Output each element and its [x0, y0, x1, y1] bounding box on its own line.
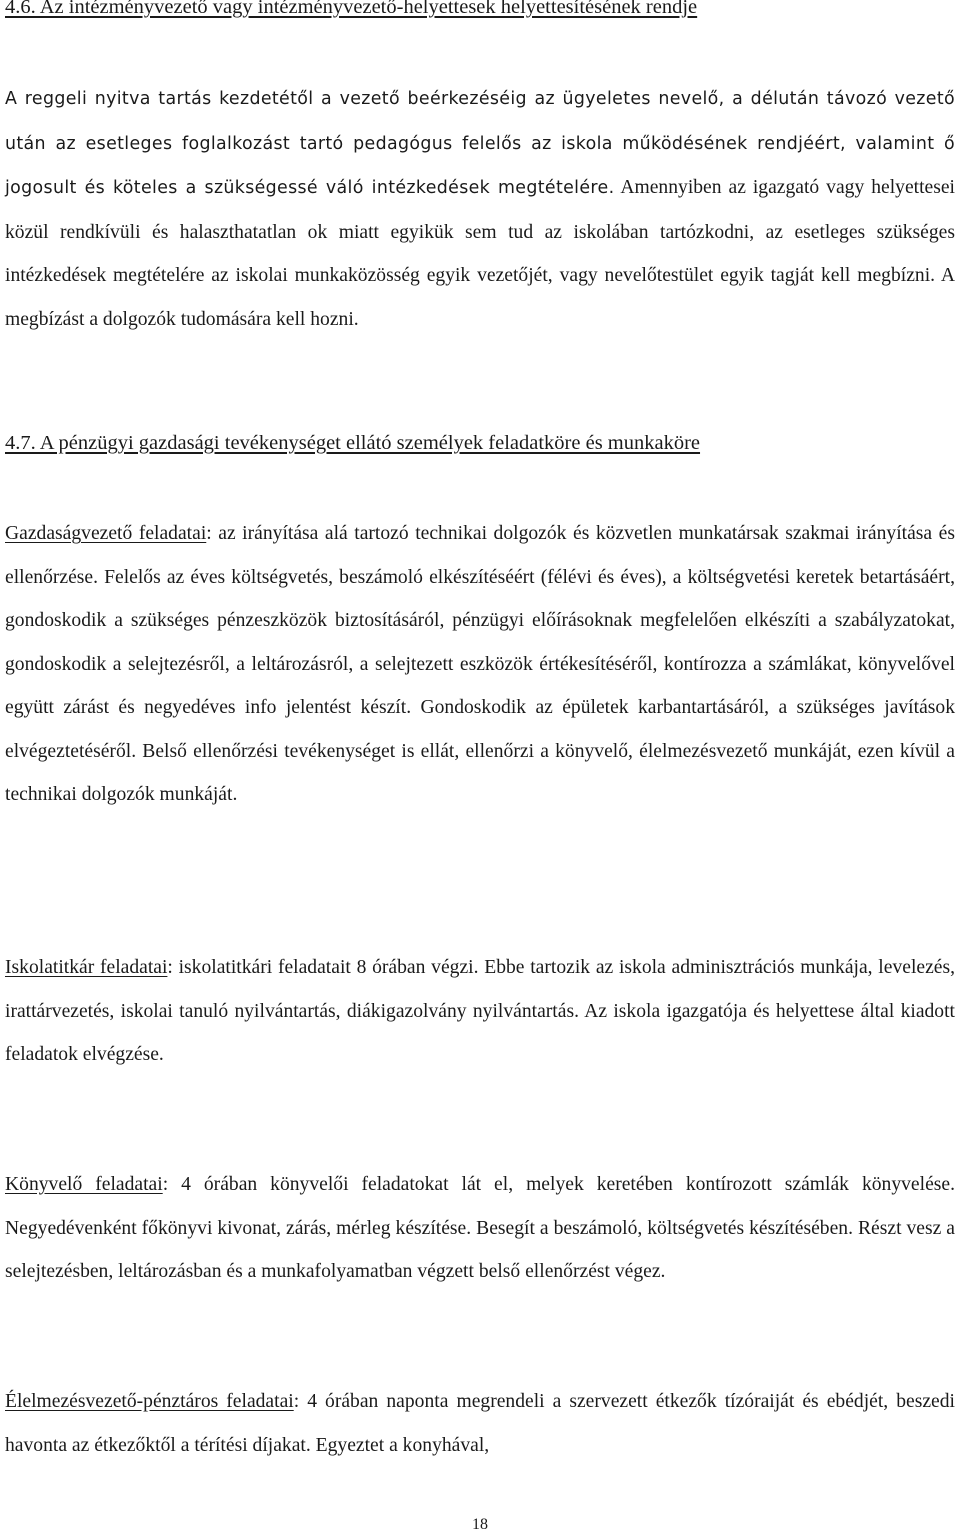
- role-description: az irányítása alá tartozó technikai dolgozók és közvetlen munkatársak szakmai irányítása és ellenőrzése. Felelős az éves költségvetés, beszámoló elkészítéséért (félévi és éves), a költségvetési keretek betartásáért, gondoskodik a szükséges pénzeszközök biztosításáról, pénzügyi előírásoknak megfelelően elkészíti a szabályzatokat, gondoskodik a selejtezésről, a leltározásról, a selejtezett eszközök értékesítéséről, kontírozza a számlákat, könyvelővel együtt zárást és negyedéves info jelentést készít. Gondoskodik az épületek karbantartásáról, a szükséges javítások elvégeztetéséről. Belső ellenőrzési tevékenységet is ellát, ellenőrzi a könyvelő, élelmezésvezető munkáját, ezen kívül a technikai dolgozók munkáját.: [5, 523, 955, 805]
- page-number: 18: [472, 1516, 488, 1533]
- role-paragraph-konyvelo: Könyvelő feladatai: 4 órában könyvelői feladatokat lát el, melyek keretében kontírozott számlák könyvelése. Negyedévenként főkönyvi kivonat, zárás, mérleg készítése. Besegít a beszámoló, költségvetés készítésében. Részt vesz a selejtezésben, leltározásban és a munkafolyamatban végzett belső ellenőrzést végez.: [5, 1174, 955, 1282]
- role-label: Gazdaságvezető feladatai: [5, 523, 207, 544]
- role-label: Könyvelő feladatai: [5, 1174, 163, 1195]
- paragraph-substitution-body: Amennyiben az igazgató vagy helyettesei közül rendkívüli és halaszthatatlan ok miatt egyikük sem tud az iskolában tartózkodni, az esetleges szükséges intézkedések megtételére az iskolai munkaközösség egyik vezetőjét, vagy nevelőtestület egyik tagját kell megbízni. A megbízást a dolgozók tudomására kell hozni.: [5, 177, 955, 330]
- paragraph-substitution: [5, 77, 955, 341]
- role-paragraph-gazdasagvezeto: Gazdaságvezető feladatai: az irányítása alá tartozó technikai dolgozók és közvetlen munkatársak szakmai irányítása és ellenőrzése. Felelős az éves költségvetés, beszámoló elkészítéséért (félévi és éves), a költségvetési keretek betartásáért, gondoskodik a szükséges pénzeszközök biztosításáról, pénzügyi előírásoknak megfelelően elkészíti a szabályzatokat, gondoskodik a selejtezésről, a leltározásról, a selejtezett eszközök értékesítéséről, kontírozza a számlákat, könyvelővel együtt zárást és negyedéves info jelentést készít. Gondoskodik az épületek karbantartásáról, a szükséges javítások elvégeztetéséről. Belső ellenőrzési tevékenységet is ellát, ellenőrzi a könyvelő, élelmezésvezető munkáját, ezen kívül a technikai dolgozók munkáját.: [5, 523, 955, 805]
- role-description: iskolatitkári feladatait 8 órában végzi. Ebbe tartozik az iskola adminisztrációs munkája, levelezés, irattárvezetés, iskolai tanuló nyilvántartás, diákigazolvány nyilvántartás. Az iskola igazgatója és helyettese által kiadott feladatok elvégzése.: [5, 957, 955, 1065]
- paragraph-substitution-intro: A reggeli nyitva tartás kezdetétől a vezető beérkezéséig az ügyeletes nevelő, a délután távozó vezető után az esetleges foglalkozást tartó pedagógus felelős az iskola működésének rendjéért, valamint ő jogosult és köteles a szükségessé váló intézkedések megtételére.: [5, 89, 955, 198]
- section-heading-4-7: 4.7. A pénzügyi gazdasági tevékenységet ellátó személyek feladatköre és munkaköre: [5, 432, 701, 454]
- role-paragraph-iskolatitkar: Iskolatitkár feladatai: iskolatitkári feladatait 8 órában végzi. Ebbe tartozik az iskola adminisztrációs munkája, levelezés, irattárvezetés, iskolai tanuló nyilvántartás, diákigazolvány nyilvántartás. Az iskola igazgatója és helyettese által kiadott feladatok elvégzése.: [5, 957, 955, 1065]
- role-label: Iskolatitkár feladatai: [5, 957, 168, 978]
- role-label: Élelmezésvezető-pénztáros feladatai: [5, 1391, 294, 1412]
- section-heading-4-6: 4.6. Az intézményvezető vagy intézményvezető-helyettesek helyettesítésének rendje: [5, 0, 698, 18]
- role-paragraph-elelmezesvezeto: Élelmezésvezető-pénztáros feladatai: 4 órában naponta megrendeli a szervezett étkezők tízóraiját és ebédjét, beszedi havonta az étkezőktől a térítési díjakat. Egyeztet a konyhával,: [5, 1391, 955, 1456]
- role-description: 4 órában naponta megrendeli a szervezett étkezők tízóraiját és ebédjét, beszedi havonta az étkezőktől a térítési díjakat. Egyeztet a konyhával,: [5, 1391, 955, 1456]
- role-description: 4 órában könyvelői feladatokat lát el, melyek keretében kontírozott számlák könyvelése. Negyedévenként főkönyvi kivonat, zárás, mérleg készítése. Besegít a beszámoló, költségvetés készítésében. Részt vesz a selejtezésben, leltározásban és a munkafolyamatban végzett belső ellenőrzést végez.: [5, 1174, 955, 1282]
